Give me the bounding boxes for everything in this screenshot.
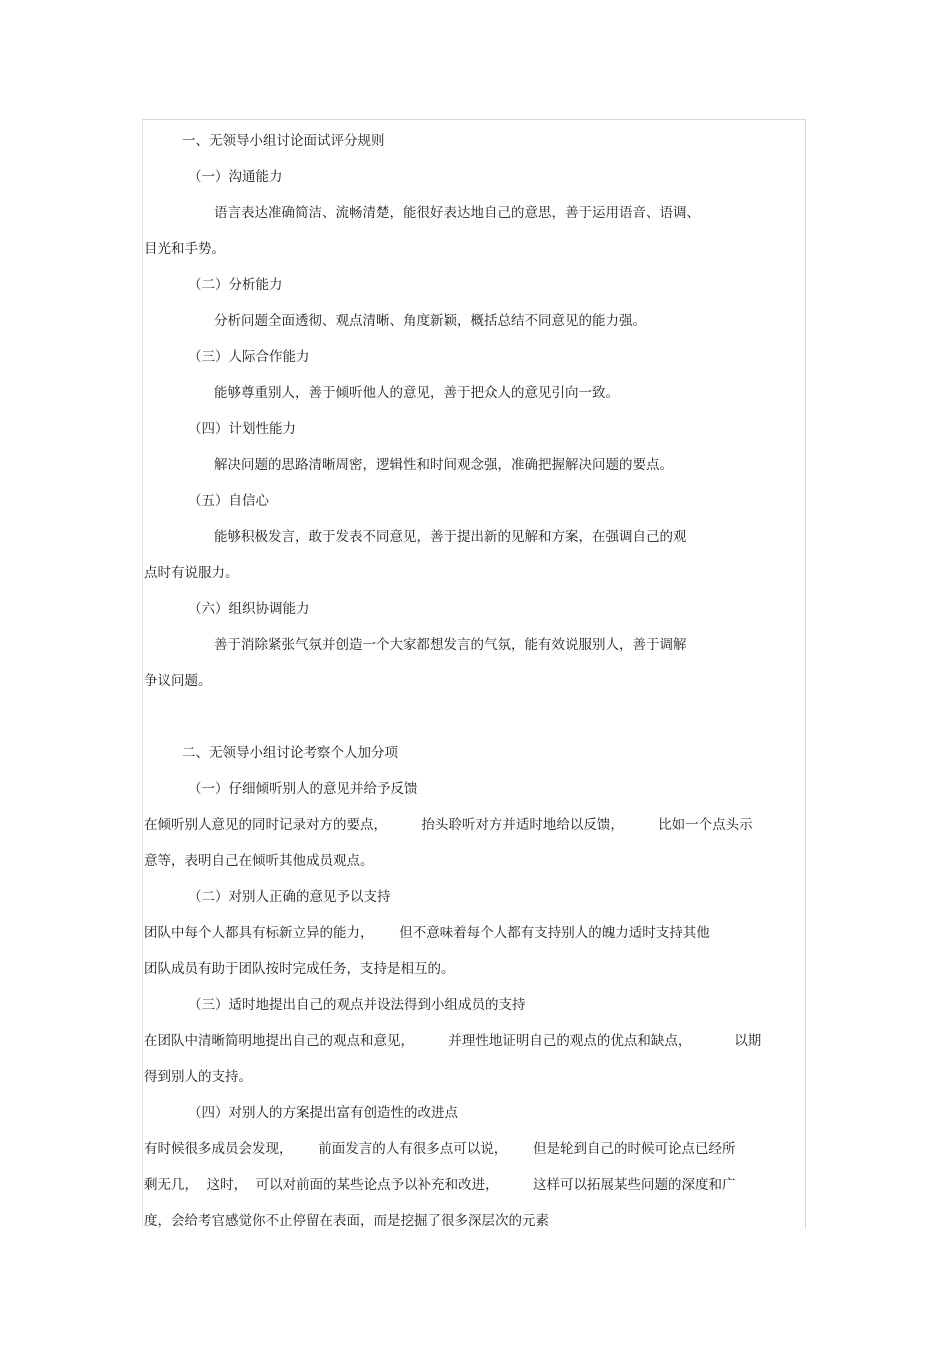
s2-item3-heading: （三）适时地提出自己的观点并设法得到小组成员的支持 [188, 997, 526, 1013]
s1-item1-line2: 目光和手势。 [144, 241, 225, 257]
s2-item2-heading: （二）对别人正确的意见予以支持 [188, 889, 391, 905]
s1-item6-heading: （六）组织协调能力 [188, 601, 310, 617]
s2-item3-line2: 得到别人的支持。 [144, 1069, 252, 1085]
s1-item1-line1: 语言表达准确简洁、流畅清楚，能很好表达地自己的意思，善于运用语音、语调、 [214, 205, 700, 221]
s1-item5-heading: （五）自信心 [188, 493, 269, 509]
s2-item1-line1: 在倾听别人意见的同时记录对方的要点， 抬头聆听对方并适时地给以反馈， 比如一个点头示 [144, 817, 753, 833]
s1-item3-heading: （三）人际合作能力 [188, 349, 310, 365]
s1-item5-line2: 点时有说服力。 [144, 565, 239, 581]
s2-item4-line3: 度，会给考官感觉你不止停留在表面，而是挖掘了很多深层次的元素 [144, 1213, 549, 1229]
s1-item4-line1: 解决问题的思路清晰周密，逻辑性和时间观念强，准确把握解决问题的要点。 [214, 457, 673, 473]
s2-item4-line2: 剩无几， 这时， 可以对前面的某些论点予以补充和改进， 这样可以拓展某些问题的深度和广 [144, 1177, 736, 1193]
s2-item3-line1: 在团队中清晰简明地提出自己的观点和意见， 并理性地证明自己的观点的优点和缺点， 以期 [144, 1033, 762, 1049]
s1-item2-heading: （二）分析能力 [188, 277, 283, 293]
s2-item4-heading: （四）对别人的方案提出富有创造性的改进点 [188, 1105, 458, 1121]
s1-item2-line1: 分析问题全面透彻、观点清晰、角度新颖，概括总结不同意见的能力强。 [214, 313, 646, 329]
s1-item3-line1: 能够尊重别人，善于倾听他人的意见，善于把众人的意见引向一致。 [214, 385, 619, 401]
s2-item2-line2: 团队成员有助于团队按时完成任务，支持是相互的。 [144, 961, 455, 977]
s2-item1-line2: 意等，表明自己在倾听其他成员观点。 [144, 853, 374, 869]
s1-item1-heading: （一）沟通能力 [188, 169, 283, 185]
section2-title: 二、无领导小组讨论考察个人加分项 [182, 745, 398, 761]
s2-item4-line1: 有时候很多成员会发现， 前面发言的人有很多点可以说， 但是轮到自己的时候可论点已经所 [144, 1141, 736, 1157]
s2-item2-line1: 团队中每个人都具有标新立异的能力， 但不意味着每个人都有支持别人的魄力适时支持其他 [144, 925, 710, 941]
section1-title: 一、无领导小组讨论面试评分规则 [182, 133, 385, 149]
s1-item6-line2: 争议问题。 [144, 673, 212, 689]
s1-item4-heading: （四）计划性能力 [188, 421, 296, 437]
s1-item5-line1: 能够积极发言，敢于发表不同意见，善于提出新的见解和方案，在强调自己的观 [214, 529, 687, 545]
s1-item6-line1: 善于消除紧张气氛并创造一个大家都想发言的气氛，能有效说服别人，善于调解 [214, 637, 687, 653]
s2-item1-heading: （一）仔细倾听别人的意见并给予反馈 [188, 781, 418, 797]
